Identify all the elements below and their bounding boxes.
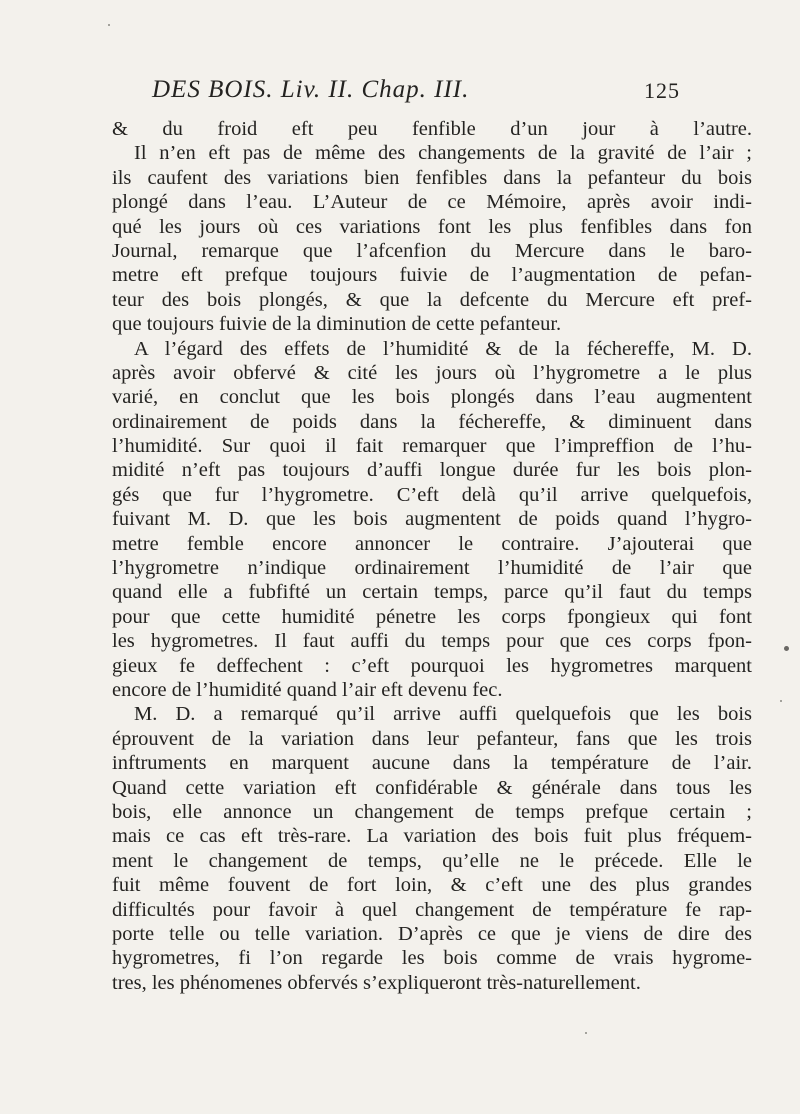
text-line: & du froid eft peu fenfible d’un jour à l’autre. [112, 118, 752, 140]
text-line: l’humidité. Sur quoi il fait remarquer que l’impreffion de l’hu- [112, 435, 752, 458]
text-line: encore de l’humidité quand l’air eft devenu fec. [112, 678, 503, 701]
text-line: fuit même fouvent de fort loin, & c’eft une des plus grandes [112, 874, 752, 897]
text-line: ment le changement de temps, qu’elle ne le précede. Elle le [112, 849, 752, 872]
running-title: DES BOIS. Liv. II. Chap. III. [152, 76, 470, 103]
running-head [152, 76, 680, 116]
text-line: plongé dans l’eau. L’Auteur de ce Mémoire, après avoir indi- [112, 191, 752, 214]
paper-speck [585, 1032, 587, 1034]
text-line: quand elle a fubfifté un certain temps, parce qu’il faut du temps [112, 581, 752, 604]
text-line: M. D. a remarqué qu’il arrive auffi quelquefois que les bois [134, 703, 752, 726]
text-line: gés que fur l’hygrometre. C’eft delà qu’il arrive quelquefois, [112, 483, 752, 506]
text-line: hygrometres, fi l’on regarde les bois comme de vrais hygrome- [112, 947, 752, 970]
text-line: difficultés pour favoir à quel changement de température fe rap- [112, 898, 752, 921]
text-line: après avoir obfervé & cité les jours où l’hygrometre a le plus [112, 361, 752, 384]
text-line: Journal, remarque que l’afcenfion du Mercure dans le baro- [112, 239, 752, 262]
text-line: midité n’eft pas toujours d’auffi longue durée fur les bois plon- [112, 459, 752, 482]
text-line: fuivant M. D. que les bois augmentent de poids quand l’hygro- [112, 508, 752, 531]
text-line: l’hygrometre n’indique ordinairement l’humidité de l’air que [112, 557, 752, 580]
text-line: pour que cette humidité pénetre les corps fpongieux qui font [112, 605, 752, 628]
text-line: les hygrometres. Il faut auffi du temps pour que ces corps fpon- [112, 630, 752, 653]
margin-ink-dot [784, 646, 789, 651]
text-line: A l’égard des effets de l’humidité & de la féchereffe, M. D. [134, 337, 752, 360]
text-line: bois, elle annonce un changement de temps prefque certain ; [112, 800, 752, 823]
text-line: inftruments en marquent aucune dans la température de l’air. [112, 752, 752, 775]
text-line: gieux fe deffechent : c’eft pourquoi les hygrometres marquent [112, 654, 752, 677]
text-line: varié, en conclut que les bois plongés dans l’eau augmentent [112, 386, 752, 409]
paper-speck [108, 24, 110, 26]
page-number: 125 [644, 78, 680, 103]
text-line: que toujours fuivie de la diminution de cette pefanteur. [112, 313, 562, 336]
text-line: tres, les phénomenes obfervés s’expliqueront très-naturellement. [112, 971, 641, 994]
text-line: éprouvent de la variation dans leur pefanteur, fans que les trois [112, 727, 752, 750]
body-text [112, 117, 752, 995]
text-line: porte telle ou telle variation. D’après ce que je viens de dire des [112, 922, 752, 945]
text-line: metre femble encore annoncer le contraire. J’ajouterai que [112, 532, 752, 555]
paper-speck [780, 700, 782, 702]
text-line: ils caufent des variations bien fenfibles dans la pefanteur du bois [112, 166, 752, 189]
text-line: mais ce cas eft très-rare. La variation des bois fuit plus fréquem- [112, 825, 752, 848]
text-line: metre eft prefque toujours fuivie de l’augmentation de pefan- [112, 264, 752, 287]
text-line: ordinairement de poids dans la féchereffe, & diminuent dans [112, 410, 752, 433]
text-line: Quand cette variation eft confidérable & générale dans tous les [112, 776, 752, 799]
text-line: Il n’en eft pas de même des changements de la gravité de l’air ; [134, 142, 752, 165]
text-line: qué les jours où ces variations font les plus fenfibles dans fon [112, 215, 752, 238]
text-line: teur des bois plongés, & que la defcente du Mercure eft pref- [112, 288, 752, 311]
